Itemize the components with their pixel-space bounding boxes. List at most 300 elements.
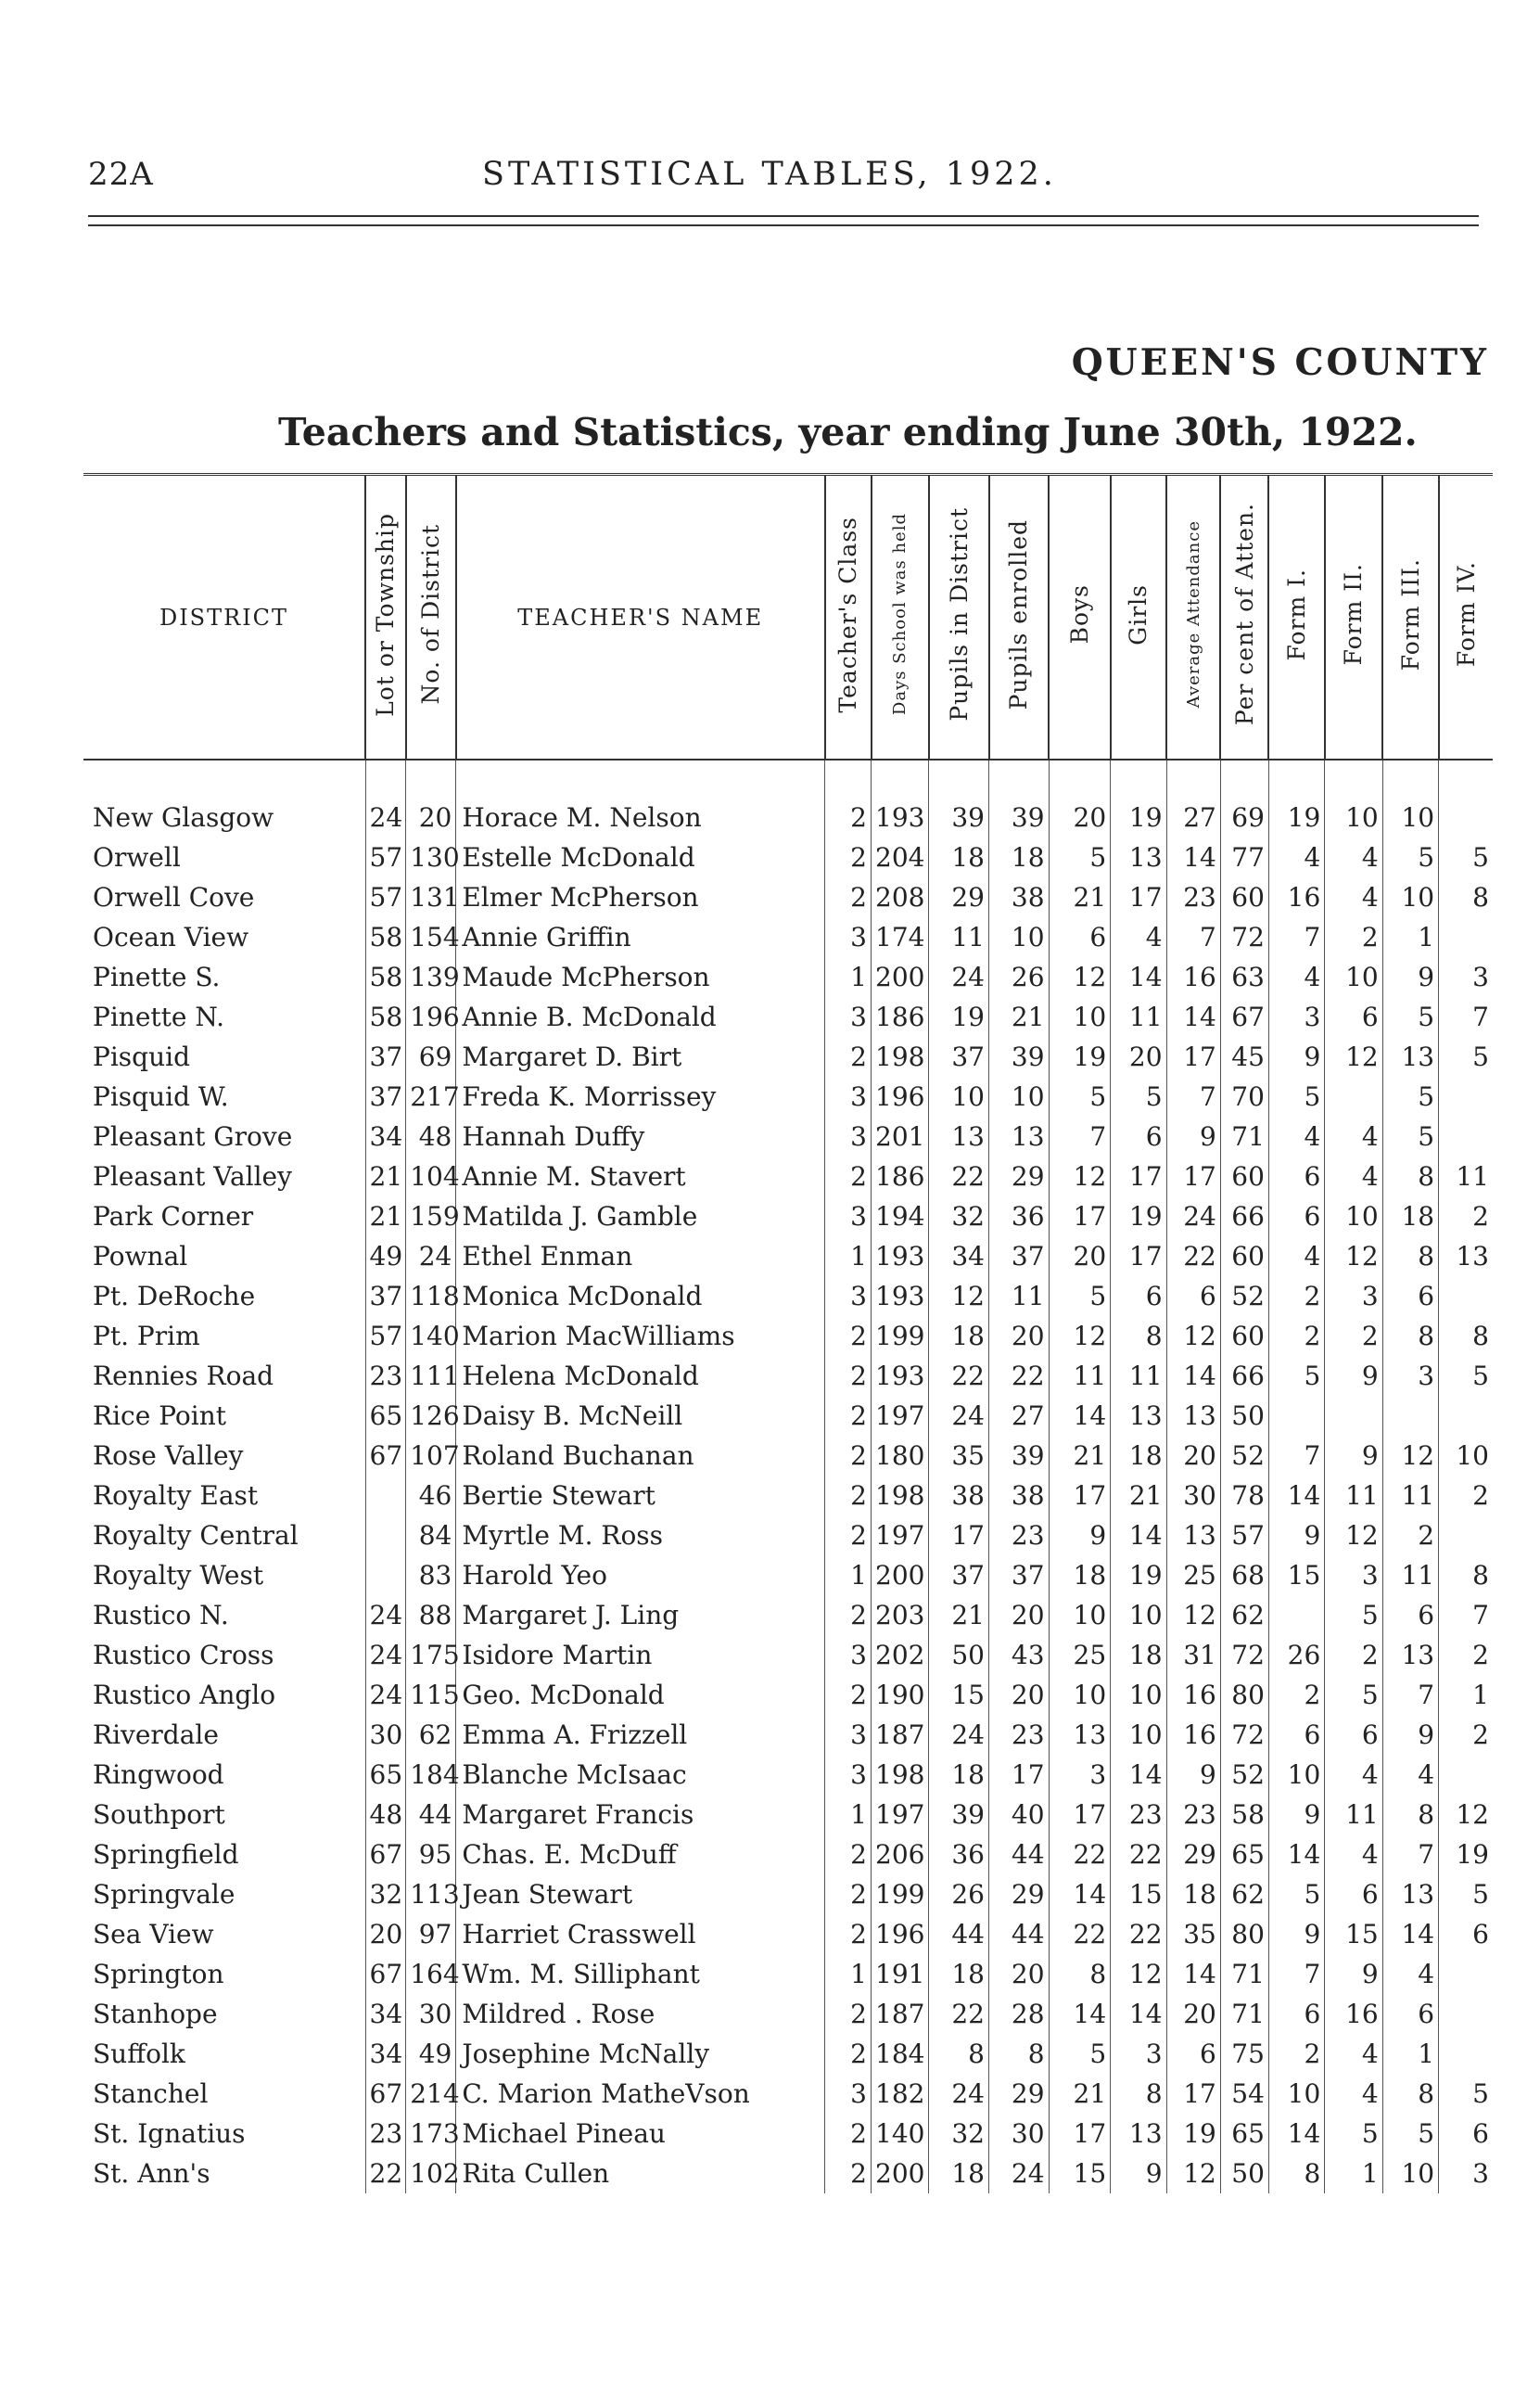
days-held-cell: 184 xyxy=(872,2034,929,2074)
form4-cell xyxy=(1439,1117,1493,1157)
district-no-cell: 164 xyxy=(406,1954,456,1994)
district-no-cell: 154 xyxy=(406,917,456,957)
table-row xyxy=(83,1276,1493,1316)
days-held-cell: 196 xyxy=(872,1077,929,1117)
lot-cell: 21 xyxy=(365,1157,406,1196)
pupils-district-cell: 32 xyxy=(929,2114,989,2154)
pct-attendance-cell: 45 xyxy=(1220,1037,1268,1077)
form3-cell: 7 xyxy=(1382,1675,1438,1715)
teacher-name-cell: Rita Cullen xyxy=(456,2154,825,2193)
teacher-name-cell: Geo. McDonald xyxy=(456,1675,825,1715)
lot-cell: 30 xyxy=(365,1715,406,1755)
lot-cell: 48 xyxy=(365,1795,406,1834)
district-cell: Royalty East xyxy=(93,1480,259,1511)
girls-cell: 8 xyxy=(1111,1316,1166,1356)
girls-cell: 19 xyxy=(1111,798,1166,837)
district-cell: Riverdale xyxy=(93,1719,219,1750)
pct-attendance-cell: 60 xyxy=(1220,877,1268,917)
lot-cell: 49 xyxy=(365,1236,406,1276)
avg-attendance-cell: 24 xyxy=(1166,1196,1220,1236)
pupils-enrolled-cell: 36 xyxy=(989,1196,1050,1236)
form1-cell: 9 xyxy=(1268,1037,1324,1077)
pupils-enrolled-cell: 44 xyxy=(989,1914,1050,1954)
district-no-cell: 20 xyxy=(406,798,456,837)
avg-attendance-cell: 13 xyxy=(1166,1396,1220,1436)
form1-cell: 26 xyxy=(1268,1635,1324,1675)
form4-cell: 5 xyxy=(1439,1356,1493,1396)
pupils-district-cell: 39 xyxy=(929,1795,989,1834)
days-held-cell: 193 xyxy=(872,1356,929,1396)
boys-cell: 3 xyxy=(1049,1755,1111,1795)
form3-cell: 5 xyxy=(1382,1117,1438,1157)
form1-cell: 4 xyxy=(1268,1117,1324,1157)
boys-cell: 14 xyxy=(1049,1396,1111,1436)
col-header-pupils-enrolled: Pupils enrolled xyxy=(989,475,1050,761)
days-held-cell: 208 xyxy=(872,877,929,917)
boys-cell: 21 xyxy=(1049,877,1111,917)
pupils-district-cell: 18 xyxy=(929,1316,989,1356)
form2-cell: 4 xyxy=(1325,1157,1382,1196)
district-no-cell: 131 xyxy=(406,877,456,917)
girls-cell: 17 xyxy=(1111,877,1166,917)
pupils-enrolled-cell: 43 xyxy=(989,1635,1050,1675)
form4-cell: 19 xyxy=(1439,1834,1493,1874)
days-held-cell: 186 xyxy=(872,997,929,1037)
pupils-enrolled-cell: 23 xyxy=(989,1715,1050,1755)
girls-cell: 14 xyxy=(1111,1994,1166,2034)
pupils-enrolled-cell: 20 xyxy=(989,1595,1050,1635)
girls-cell: 11 xyxy=(1111,997,1166,1037)
avg-attendance-cell: 27 xyxy=(1166,798,1220,837)
form4-cell: 2 xyxy=(1439,1476,1493,1515)
girls-cell: 3 xyxy=(1111,2034,1166,2074)
boys-cell: 18 xyxy=(1049,1555,1111,1595)
lot-cell xyxy=(365,1515,406,1555)
lot-cell: 24 xyxy=(365,1595,406,1635)
avg-attendance-cell: 23 xyxy=(1166,1795,1220,1834)
teacher-name-cell: Mildred . Rose xyxy=(456,1994,825,2034)
pupils-enrolled-cell: 11 xyxy=(989,1276,1050,1316)
pupils-enrolled-cell: 20 xyxy=(989,1675,1050,1715)
teacher-name-cell: Hannah Duffy xyxy=(456,1117,825,1157)
teacher-class-cell: 2 xyxy=(825,1834,872,1874)
form2-cell: 9 xyxy=(1325,1954,1382,1994)
teacher-class-cell: 2 xyxy=(825,2154,872,2193)
table-row xyxy=(83,2034,1493,2074)
avg-attendance-cell: 16 xyxy=(1166,957,1220,997)
teacher-class-cell: 3 xyxy=(825,1635,872,1675)
form2-cell: 4 xyxy=(1325,1117,1382,1157)
col-header-girls: Girls xyxy=(1111,475,1166,761)
form1-cell: 10 xyxy=(1268,1755,1324,1795)
district-cell: Pownal xyxy=(93,1241,188,1272)
girls-cell: 10 xyxy=(1111,1675,1166,1715)
lot-cell: 67 xyxy=(365,2074,406,2114)
teacher-class-cell: 2 xyxy=(825,1037,872,1077)
table-row xyxy=(83,1515,1493,1555)
teacher-class-cell: 2 xyxy=(825,1316,872,1356)
boys-cell: 9 xyxy=(1049,1515,1111,1555)
header-rule-top xyxy=(88,215,1479,217)
district-no-cell: 196 xyxy=(406,997,456,1037)
form3-cell: 13 xyxy=(1382,1874,1438,1914)
district-no-cell: 46 xyxy=(406,1476,456,1515)
form2-cell: 2 xyxy=(1325,1316,1382,1356)
days-held-cell: 206 xyxy=(872,1834,929,1874)
pupils-enrolled-cell: 39 xyxy=(989,1436,1050,1476)
boys-cell: 20 xyxy=(1049,1236,1111,1276)
form4-cell: 1 xyxy=(1439,1675,1493,1715)
form4-cell: 6 xyxy=(1439,2114,1493,2154)
pct-attendance-cell: 71 xyxy=(1220,1117,1268,1157)
pupils-district-cell: 29 xyxy=(929,877,989,917)
form3-cell: 10 xyxy=(1382,2154,1438,2193)
pupils-enrolled-cell: 22 xyxy=(989,1356,1050,1396)
teacher-class-cell: 1 xyxy=(825,1236,872,1276)
girls-cell: 20 xyxy=(1111,1037,1166,1077)
form4-cell: 11 xyxy=(1439,1157,1493,1196)
district-no-cell: 130 xyxy=(406,837,456,877)
girls-cell: 18 xyxy=(1111,1436,1166,1476)
boys-cell: 6 xyxy=(1049,917,1111,957)
avg-attendance-cell: 18 xyxy=(1166,1874,1220,1914)
teacher-class-cell: 2 xyxy=(825,1356,872,1396)
form1-cell: 2 xyxy=(1268,1276,1324,1316)
form2-cell: 12 xyxy=(1325,1037,1382,1077)
avg-attendance-cell: 7 xyxy=(1166,917,1220,957)
girls-cell: 6 xyxy=(1111,1117,1166,1157)
pct-attendance-cell: 77 xyxy=(1220,837,1268,877)
pupils-enrolled-cell: 8 xyxy=(989,2034,1050,2074)
boys-cell: 17 xyxy=(1049,2114,1111,2154)
district-cell: Southport xyxy=(93,1799,225,1830)
boys-cell: 5 xyxy=(1049,1077,1111,1117)
teacher-name-cell: Maude McPherson xyxy=(456,957,825,997)
avg-attendance-cell: 35 xyxy=(1166,1914,1220,1954)
teacher-name-cell: Estelle McDonald xyxy=(456,837,825,877)
form4-cell xyxy=(1439,1954,1493,1994)
lot-cell: 32 xyxy=(365,1874,406,1914)
form2-cell: 12 xyxy=(1325,1236,1382,1276)
district-cell: Springton xyxy=(93,1959,224,1989)
district-cell: Rose Valley xyxy=(93,1440,244,1471)
district-cell: Royalty West xyxy=(93,1560,264,1591)
teacher-name-cell: Harold Yeo xyxy=(456,1555,825,1595)
form2-cell: 10 xyxy=(1325,957,1382,997)
days-held-cell: 199 xyxy=(872,1874,929,1914)
lot-cell: 58 xyxy=(365,957,406,997)
lot-cell: 67 xyxy=(365,1436,406,1476)
district-no-cell: 84 xyxy=(406,1515,456,1555)
form1-cell: 8 xyxy=(1268,2154,1324,2193)
form2-cell: 5 xyxy=(1325,1675,1382,1715)
pct-attendance-cell: 72 xyxy=(1220,1635,1268,1675)
days-held-cell: 193 xyxy=(872,1236,929,1276)
form4-cell: 13 xyxy=(1439,1236,1493,1276)
form1-cell: 9 xyxy=(1268,1515,1324,1555)
lot-cell: 57 xyxy=(365,837,406,877)
girls-cell: 8 xyxy=(1111,2074,1166,2114)
district-cell: Rennies Road xyxy=(93,1361,274,1391)
lot-cell: 58 xyxy=(365,997,406,1037)
boys-cell: 12 xyxy=(1049,1316,1111,1356)
days-held-cell: 198 xyxy=(872,1755,929,1795)
teacher-class-cell: 1 xyxy=(825,1555,872,1595)
form1-cell: 15 xyxy=(1268,1555,1324,1595)
form1-cell: 6 xyxy=(1268,1994,1324,2034)
pct-attendance-cell: 71 xyxy=(1220,1994,1268,2034)
pupils-district-cell: 24 xyxy=(929,957,989,997)
form1-cell xyxy=(1268,1595,1324,1635)
pupils-district-cell: 17 xyxy=(929,1515,989,1555)
girls-cell: 5 xyxy=(1111,1077,1166,1117)
form2-cell: 9 xyxy=(1325,1356,1382,1396)
pupils-enrolled-cell: 20 xyxy=(989,1316,1050,1356)
girls-cell: 14 xyxy=(1111,1755,1166,1795)
boys-cell: 5 xyxy=(1049,837,1111,877)
lot-cell: 37 xyxy=(365,1276,406,1316)
girls-cell: 14 xyxy=(1111,1515,1166,1555)
form3-cell: 8 xyxy=(1382,1236,1438,1276)
form1-cell: 19 xyxy=(1268,798,1324,837)
boys-cell: 21 xyxy=(1049,1436,1111,1476)
form4-cell: 10 xyxy=(1439,1436,1493,1476)
form2-cell: 5 xyxy=(1325,2114,1382,2154)
avg-attendance-cell: 6 xyxy=(1166,1276,1220,1316)
pupils-enrolled-cell: 24 xyxy=(989,2154,1050,2193)
district-no-cell: 217 xyxy=(406,1077,456,1117)
form2-cell xyxy=(1325,1077,1382,1117)
form3-cell: 13 xyxy=(1382,1037,1438,1077)
district-cell: Pleasant Grove xyxy=(93,1121,293,1152)
table-row xyxy=(83,1914,1493,1954)
boys-cell: 15 xyxy=(1049,2154,1111,2193)
avg-attendance-cell: 13 xyxy=(1166,1515,1220,1555)
pupils-enrolled-cell: 10 xyxy=(989,917,1050,957)
avg-attendance-cell: 20 xyxy=(1166,1994,1220,2034)
form2-cell: 2 xyxy=(1325,1635,1382,1675)
girls-cell: 12 xyxy=(1111,1954,1166,1994)
district-no-cell: 126 xyxy=(406,1396,456,1436)
days-held-cell: 190 xyxy=(872,1675,929,1715)
pct-attendance-cell: 63 xyxy=(1220,957,1268,997)
teacher-class-cell: 2 xyxy=(825,1595,872,1635)
teacher-class-cell: 2 xyxy=(825,1675,872,1715)
avg-attendance-cell: 14 xyxy=(1166,1954,1220,1994)
district-no-cell: 113 xyxy=(406,1874,456,1914)
district-no-cell: 184 xyxy=(406,1755,456,1795)
pupils-district-cell: 24 xyxy=(929,1715,989,1755)
pupils-district-cell: 26 xyxy=(929,1874,989,1914)
form3-cell: 8 xyxy=(1382,1316,1438,1356)
district-cell: St. Ann's xyxy=(93,2158,210,2189)
boys-cell: 17 xyxy=(1049,1476,1111,1515)
form2-cell: 11 xyxy=(1325,1476,1382,1515)
pct-attendance-cell: 62 xyxy=(1220,1595,1268,1635)
girls-cell: 13 xyxy=(1111,837,1166,877)
teacher-name-cell: Daisy B. McNeill xyxy=(456,1396,825,1436)
table-row xyxy=(83,837,1493,877)
pct-attendance-cell: 70 xyxy=(1220,1077,1268,1117)
teacher-name-cell: Harriet Crasswell xyxy=(456,1914,825,1954)
boys-cell: 12 xyxy=(1049,1157,1111,1196)
table-row xyxy=(83,1874,1493,1914)
teacher-name-cell: Marion MacWilliams xyxy=(456,1316,825,1356)
pupils-enrolled-cell: 37 xyxy=(989,1555,1050,1595)
teacher-class-cell: 3 xyxy=(825,1117,872,1157)
teacher-class-cell: 1 xyxy=(825,957,872,997)
pupils-enrolled-cell: 26 xyxy=(989,957,1050,997)
teacher-class-cell: 2 xyxy=(825,1476,872,1515)
girls-cell: 9 xyxy=(1111,2154,1166,2193)
girls-cell: 23 xyxy=(1111,1795,1166,1834)
form4-cell: 8 xyxy=(1439,877,1493,917)
teacher-class-cell: 1 xyxy=(825,1954,872,1994)
col-header-pupils-district: Pupils in District xyxy=(929,475,989,761)
pupils-district-cell: 38 xyxy=(929,1476,989,1515)
days-held-cell: 197 xyxy=(872,1396,929,1436)
table-row xyxy=(83,1715,1493,1755)
form2-cell: 4 xyxy=(1325,837,1382,877)
pct-attendance-cell: 66 xyxy=(1220,1356,1268,1396)
boys-cell: 10 xyxy=(1049,1675,1111,1715)
table-header-row xyxy=(83,475,1493,761)
pupils-district-cell: 34 xyxy=(929,1236,989,1276)
form4-cell: 5 xyxy=(1439,1037,1493,1077)
form2-cell: 2 xyxy=(1325,917,1382,957)
district-cell: Pisquid xyxy=(93,1042,190,1072)
girls-cell: 17 xyxy=(1111,1157,1166,1196)
teacher-name-cell: Emma A. Frizzell xyxy=(456,1715,825,1755)
col-header-form3: Form III. xyxy=(1382,475,1438,761)
form1-cell: 9 xyxy=(1268,1795,1324,1834)
form1-cell: 5 xyxy=(1268,1077,1324,1117)
form2-cell: 16 xyxy=(1325,1994,1382,2034)
district-no-cell: 159 xyxy=(406,1196,456,1236)
col-header-form4: Form IV. xyxy=(1439,475,1493,761)
form4-cell: 3 xyxy=(1439,957,1493,997)
form3-cell: 8 xyxy=(1382,2074,1438,2114)
days-held-cell: 191 xyxy=(872,1954,929,1994)
form4-cell: 5 xyxy=(1439,837,1493,877)
district-no-cell: 111 xyxy=(406,1356,456,1396)
pct-attendance-cell: 75 xyxy=(1220,2034,1268,2074)
girls-cell: 19 xyxy=(1111,1196,1166,1236)
district-cell: Pleasant Valley xyxy=(93,1161,292,1192)
pupils-enrolled-cell: 29 xyxy=(989,2074,1050,2114)
avg-attendance-cell: 29 xyxy=(1166,1834,1220,1874)
form3-cell: 3 xyxy=(1382,1356,1438,1396)
days-held-cell: 203 xyxy=(872,1595,929,1635)
form3-cell: 10 xyxy=(1382,798,1438,837)
boys-cell: 20 xyxy=(1049,798,1111,837)
pct-attendance-cell: 52 xyxy=(1220,1436,1268,1476)
form2-cell: 4 xyxy=(1325,2074,1382,2114)
form3-cell: 5 xyxy=(1382,837,1438,877)
pupils-district-cell: 11 xyxy=(929,917,989,957)
form2-cell: 10 xyxy=(1325,1196,1382,1236)
col-header-avg-attendance: Average Attendance xyxy=(1166,475,1220,761)
pct-attendance-cell: 60 xyxy=(1220,1236,1268,1276)
teacher-name-cell: C. Marion MatheVson xyxy=(456,2074,825,2114)
form4-cell xyxy=(1439,1396,1493,1436)
pct-attendance-cell: 65 xyxy=(1220,2114,1268,2154)
teacher-class-cell: 2 xyxy=(825,1436,872,1476)
district-no-cell: 30 xyxy=(406,1994,456,2034)
teacher-class-cell: 1 xyxy=(825,1795,872,1834)
form1-cell: 2 xyxy=(1268,1675,1324,1715)
district-cell: Suffolk xyxy=(93,2039,185,2069)
form4-cell xyxy=(1439,2034,1493,2074)
form3-cell: 6 xyxy=(1382,1595,1438,1635)
lot-cell xyxy=(365,1555,406,1595)
table-row xyxy=(83,1834,1493,1874)
lot-cell: 57 xyxy=(365,1316,406,1356)
form3-cell: 8 xyxy=(1382,1795,1438,1834)
boys-cell: 13 xyxy=(1049,1715,1111,1755)
pupils-district-cell: 18 xyxy=(929,2154,989,2193)
pupils-district-cell: 18 xyxy=(929,1954,989,1994)
pupils-district-cell: 44 xyxy=(929,1914,989,1954)
form2-cell: 15 xyxy=(1325,1914,1382,1954)
table-row xyxy=(83,1795,1493,1834)
district-cell: Pinette S. xyxy=(93,962,221,992)
district-no-cell: 139 xyxy=(406,957,456,997)
girls-cell: 13 xyxy=(1111,1396,1166,1436)
table-row xyxy=(83,997,1493,1037)
district-cell: St. Ignatius xyxy=(93,2118,246,2149)
form1-cell: 6 xyxy=(1268,1157,1324,1196)
district-no-cell: 49 xyxy=(406,2034,456,2074)
girls-cell: 22 xyxy=(1111,1834,1166,1874)
form2-cell: 1 xyxy=(1325,2154,1382,2193)
lot-cell: 67 xyxy=(365,1834,406,1874)
district-no-cell: 48 xyxy=(406,1117,456,1157)
district-cell: Sea View xyxy=(93,1919,214,1949)
pct-attendance-cell: 71 xyxy=(1220,1954,1268,1994)
pupils-district-cell: 18 xyxy=(929,1755,989,1795)
pct-attendance-cell: 66 xyxy=(1220,1196,1268,1236)
girls-cell: 15 xyxy=(1111,1874,1166,1914)
teacher-name-cell: Helena McDonald xyxy=(456,1356,825,1396)
pupils-enrolled-cell: 38 xyxy=(989,1476,1050,1515)
lot-cell: 20 xyxy=(365,1914,406,1954)
form3-cell: 5 xyxy=(1382,2114,1438,2154)
lot-cell: 24 xyxy=(365,1635,406,1675)
form3-cell: 1 xyxy=(1382,2034,1438,2074)
lot-cell: 24 xyxy=(365,1675,406,1715)
page-number: 22A xyxy=(88,156,154,193)
teacher-name-cell: Margaret D. Birt xyxy=(456,1037,825,1077)
avg-attendance-cell: 9 xyxy=(1166,1117,1220,1157)
table-row xyxy=(83,1436,1493,1476)
form4-cell xyxy=(1439,1755,1493,1795)
form3-cell xyxy=(1382,1396,1438,1436)
form4-cell: 7 xyxy=(1439,997,1493,1037)
days-held-cell: 201 xyxy=(872,1117,929,1157)
district-cell: Orwell xyxy=(93,842,181,873)
pct-attendance-cell: 57 xyxy=(1220,1515,1268,1555)
table-row xyxy=(83,1077,1493,1117)
pct-attendance-cell: 68 xyxy=(1220,1555,1268,1595)
table-row xyxy=(83,1316,1493,1356)
pupils-district-cell: 50 xyxy=(929,1635,989,1675)
teacher-class-cell: 2 xyxy=(825,2034,872,2074)
form1-cell: 16 xyxy=(1268,877,1324,917)
teacher-name-cell: Horace M. Nelson xyxy=(456,798,825,837)
pupils-district-cell: 22 xyxy=(929,1157,989,1196)
pct-attendance-cell: 52 xyxy=(1220,1755,1268,1795)
